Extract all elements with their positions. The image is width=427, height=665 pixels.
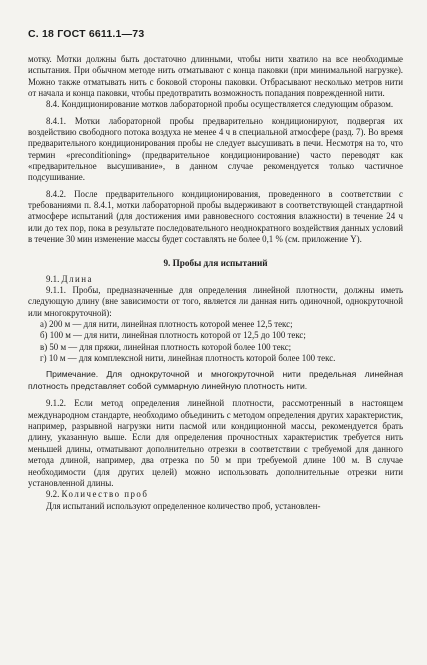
subsection-9-1-heading (28, 274, 403, 285)
paragraph-9-1-1: 9.1.1. Пробы, предназначенные для определения линейной плотности, должны иметь следующую длину (вне зависимости от того, является ли данная нить одиночной, однокруточной или многокруточной): (28, 284, 403, 318)
paragraph-8-4-1: 8.4.1. Мотки лабораторной пробы предварительно кондиционируют, подвергая их воздействию свободного потока воздуха не менее 4 ч в специальной атмосфере (разд. 7). Во время предварительного кондиционирования пробы не следует высушивать в печи. Несмотря на то, что термин «preconditioning» (предварительное кондиционирование) часто переводят как «предварительное высушивание», в данном случае рекомендуется только частичное подсушивание. (28, 115, 403, 183)
list-item: б) 100 м — для нити, линейная плотность которой от 12,5 до 100 текс; (40, 330, 306, 341)
subsection-9-2-heading (28, 489, 403, 500)
section-title: 9. Пробы для испытаний (163, 257, 268, 268)
subsection-number: 9.2. (46, 489, 60, 500)
list-item: г) 10 м — для комплексной нити, линейная плотность которой более 100 текс. (40, 352, 336, 363)
list-item: а) 200 м — для нити, линейная плотность которой менее 12,5 текс; (40, 318, 293, 329)
subsection-number: 9.1. (46, 273, 60, 284)
paragraph-9-2: Для испытаний используют определенное количество проб, установлен- (46, 500, 321, 511)
paragraph-8-4: 8.4. Кондиционирование мотков лабораторной пробы осуществляется следующим образом. (46, 99, 394, 110)
subsection-title: Длина (61, 273, 93, 284)
paragraph-8-4-2: 8.4.2. После предварительного кондиционирования, проведенного в соответствии с требованиями п. 8.4.1, мотки лабораторной пробы выдерживают в соответствующей стандартной атмосфере испытаний (для достижения ими равновесного состояния влажности) в течение 24 ч или до тех пор, пока в результате последовательного неоднократного воздействия данных условий в течение 30 мин изменение массы будет составлять не более 0,1 % (см. приложение Y). (28, 188, 403, 245)
list-item: в) 50 м — для пряжи, линейная плотность которой более 100 текс; (40, 341, 292, 352)
paragraph-continuation: мотку. Мотки должны быть достаточно длинными, чтобы нити хватило на все необходимые испытания. При обычном методе нить отматывают с конца паковки (при минимальной нагрузке). Можно также отматывать нить с боковой стороны паковки. Отбрасывают несколько метров нити от начала и конца паковки, чтобы предотвратить возможность попадания поврежденной нити. (28, 54, 403, 99)
paragraph-9-1-2: 9.1.2. Если метод определения линейной плотности, рассмотренный в настоящем международном стандарте, необходимо объединить с методом определения других характеристик, например, разрывной нагрузки нити пасмой или кондиционной массы, рекомендуется брать длину, указанную выше. Если для определения прочностных характеристик требуется нить меньшей длины, отматывают дополнительно отрезки в соответствии с требуемой для данного метода длиной, например, два отрезка по 50 м при требуемой длине 100 м. В случае необходимости (для других целей) можно использовать дополнительные отрезки нити установленной длины. (28, 398, 403, 488)
page-header: С. 18 ГОСТ 6611.1—73 (28, 28, 145, 40)
note: Примечание. Для однокруточной и многокруточной нити предельная линейная плотность представляет собой суммарную линейную плотность нити. (28, 369, 403, 391)
subsection-title: Количество проб (61, 489, 149, 500)
